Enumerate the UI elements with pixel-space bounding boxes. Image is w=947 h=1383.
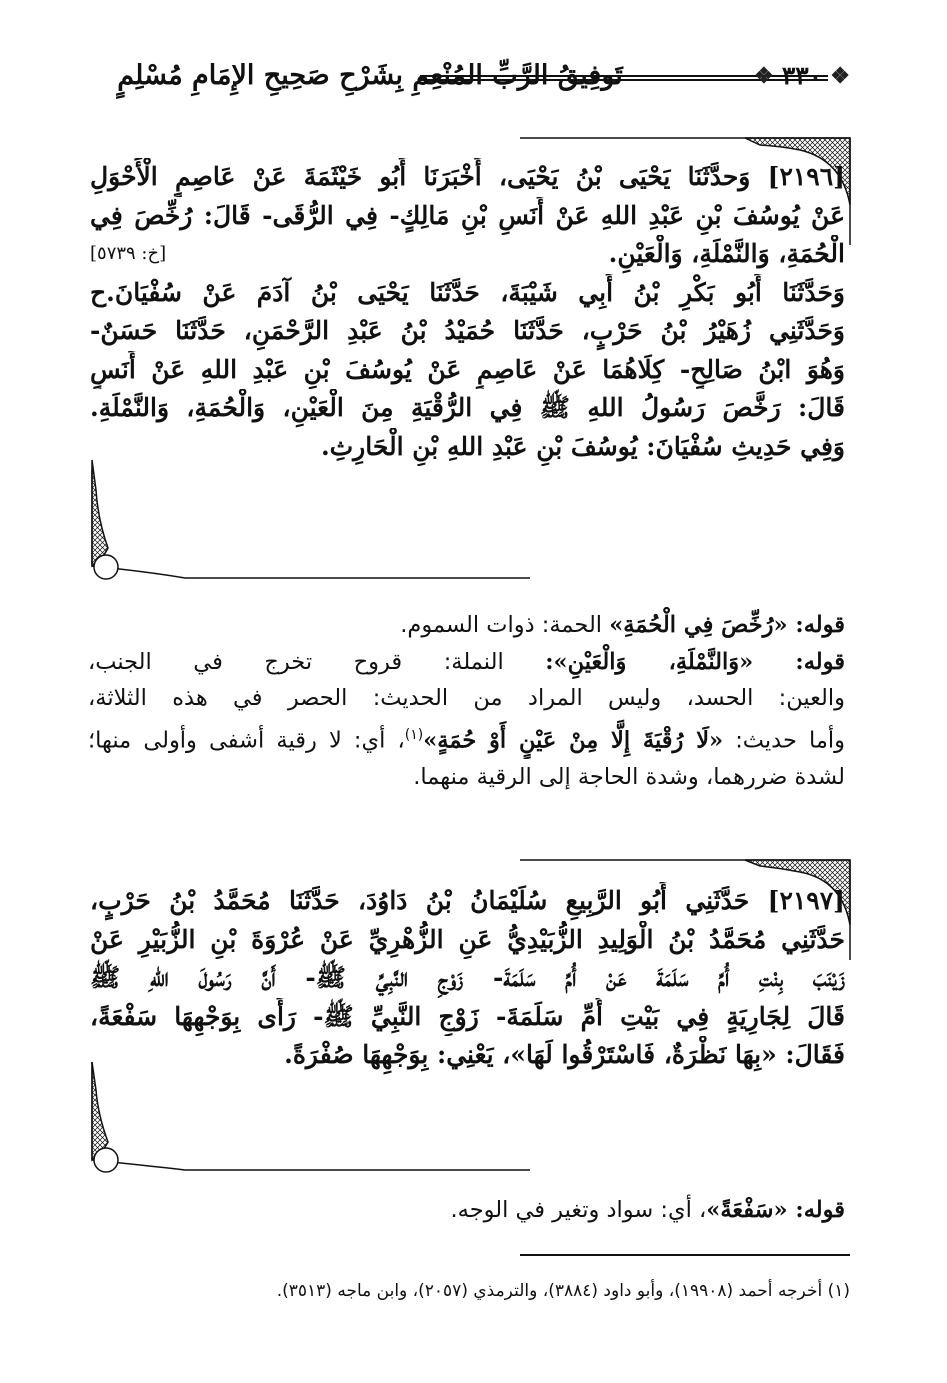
ornament-left-icon: ❖ xyxy=(754,63,774,89)
footnote-rule xyxy=(520,1254,850,1256)
quoted-hadith: «لَا رُقْيَةَ إِلَّا مِنْ عَيْنٍ أَوْ حُمَةٍ» xyxy=(423,727,724,753)
commentary-line: لشدة ضررهما، وشدة الحاجة إلى الرقية منهما. xyxy=(413,763,845,790)
hadith-line: وَهُوَ ابْنُ صَالِحٍ- كِلَاهُمَا عَنْ عَاصِمٍ عَنْ يُوسُفَ بْنِ عَبْدِ اللهِ عَنْ أَنَسٍ xyxy=(90,354,845,384)
hadith-line: وَحَدَّثَنَا أَبُو بَكْرِ بْنُ أَبِي شَيْبَةَ، حَدَّثَنَا يَحْيَى بْنُ آدَمَ عَنْ سُفْيَانَ.ح xyxy=(90,277,845,307)
bukhari-reference: [خ: ٥٧٣٩] xyxy=(90,243,167,264)
commentary-text: النملة: قروح تخرج في الجنب، xyxy=(88,648,546,675)
hadith-line: وَفِي حَدِيثِ سُفْيَانَ: يُوسُفَ بْنِ عَبْدِ اللهِ بْنِ الْحَارِثِ. xyxy=(320,431,845,461)
quoted-term: قوله: «وَالنَّمْلَةِ، وَالْعَيْنِ»: xyxy=(545,648,845,675)
hadith-2197 xyxy=(90,882,845,1075)
commentary-line xyxy=(88,607,845,644)
hadith-line: عَنْ يُوسُفَ بْنِ عَبْدِ اللهِ عَنْ أَنَسِ بْنِ مَالِكٍ- فِي الرُّقَى- قَالَ: رُخِّصَ فِي xyxy=(90,200,845,230)
commentary-line: والعين: الحسد، وليس المراد من الحديث: الحصر في هذه الثلاثة، xyxy=(88,685,845,711)
hadith-line-text: الْحُمَةِ، وَالنَّمْلَةِ، وَالْعَيْنِ. xyxy=(608,239,845,268)
hadith-line: قَالَ: رَخَّصَ رَسُولُ اللهِ ﷺ فِي الرُّقْيَةِ مِنَ الْعَيْنِ، وَالْحُمَةِ، وَالنَّمْلَةِ. xyxy=(90,393,845,422)
hadith-line: [٢١٩٧] حَدَّثَنِي أَبُو الرَّبِيعِ سُلَيْمَانُ بْنُ دَاوُدَ، حَدَّثَنَا مُحَمَّدُ بْنُ حَرْبٍ، xyxy=(90,886,845,915)
commentary-line xyxy=(88,717,845,759)
book-title: تَوفِيقُ الرَّبِّ المُنْعِمِ بِشَرْحِ صَحِيحِ الإِمَامِ مُسْلِمٍ xyxy=(117,60,623,91)
hadith-line: حَدَّثَنِي مُحَمَّدُ بْنُ الْوَلِيدِ الزُّبَيْدِيُّ عَنِ الزُّهْرِيِّ عَنْ عُرْوَةَ بْنِ الزُّبَيْرِ عَنْ xyxy=(90,924,845,954)
hadith-line: فَقَالَ: «بِهَا نَظْرَةٌ، فَاسْتَرْقُوا لَهَا»، يَعْنِي: بِوَجْهِهَا صُفْرَةً. xyxy=(284,1040,845,1069)
commentary-2196 xyxy=(88,607,845,795)
hadith-line: [٢١٩٦] وَحدَّثَنَا يَحْيَى بْنُ يَحْيَى، أَخْبَرَنَا أَبُو خَيْثَمَةَ عَنْ عَاصِمٍ الْأَحْوَلِ xyxy=(90,162,845,191)
commentary-text: ، أي: سواد وتغير في الوجه. xyxy=(450,1197,707,1223)
commentary-line xyxy=(88,1192,845,1229)
commentary-text: ، أي: لا رقية أشفى وأولى منها؛ xyxy=(88,727,405,753)
commentary-text: الحمة: ذوات السموم. xyxy=(400,612,610,638)
page-number: ٣٣٠ xyxy=(781,61,823,90)
hadith-2196 xyxy=(90,158,845,466)
footnote-marker: (١) xyxy=(404,726,424,743)
commentary-2197 xyxy=(88,1192,845,1229)
commentary-line xyxy=(88,644,845,681)
hadith-line: زَيْنَبَ بِنْتِ أُمِّ سَلَمَةَ عَنْ أُمِّ سَلَمَةَ- زَوْجِ النَّبِيِّ ﷺ- أَنَّ رَسُولَ اللهِ ﷺ xyxy=(90,963,845,992)
hadith-line: وَحَدَّثَنِي زُهَيْرُ بْنُ حَرْبٍ، حَدَّثَنَا حُمَيْدُ بْنُ عَبْدِ الرَّحْمَنِ، حَدَّثَنَا حَسَنٌ- xyxy=(90,316,845,345)
commentary-text: وأما حديث: xyxy=(723,727,845,753)
ornament-right-icon: ❖ xyxy=(830,63,850,89)
quoted-term: قوله: «رُخِّصَ فِي الْحُمَةِ» xyxy=(609,612,845,638)
hadith-line xyxy=(90,235,845,274)
footnote: (١) أخرجه أحمد (١٩٩٠٨)، وأبو داود (٣٨٨٤)، والترمذي (٢٠٥٧)، وابن ماجه (٣٥١٣). xyxy=(276,1281,850,1301)
hadith-line: قَالَ لِجَارِيَةٍ فِي بَيْتِ أُمِّ سَلَمَةَ- زَوْجِ النَّبِيِّ ﷺ- رَأَى بِوَجْهِهَا سَفْعَةً، xyxy=(90,1001,845,1031)
quoted-term: قوله: «سَفْعَةً» xyxy=(706,1197,845,1223)
